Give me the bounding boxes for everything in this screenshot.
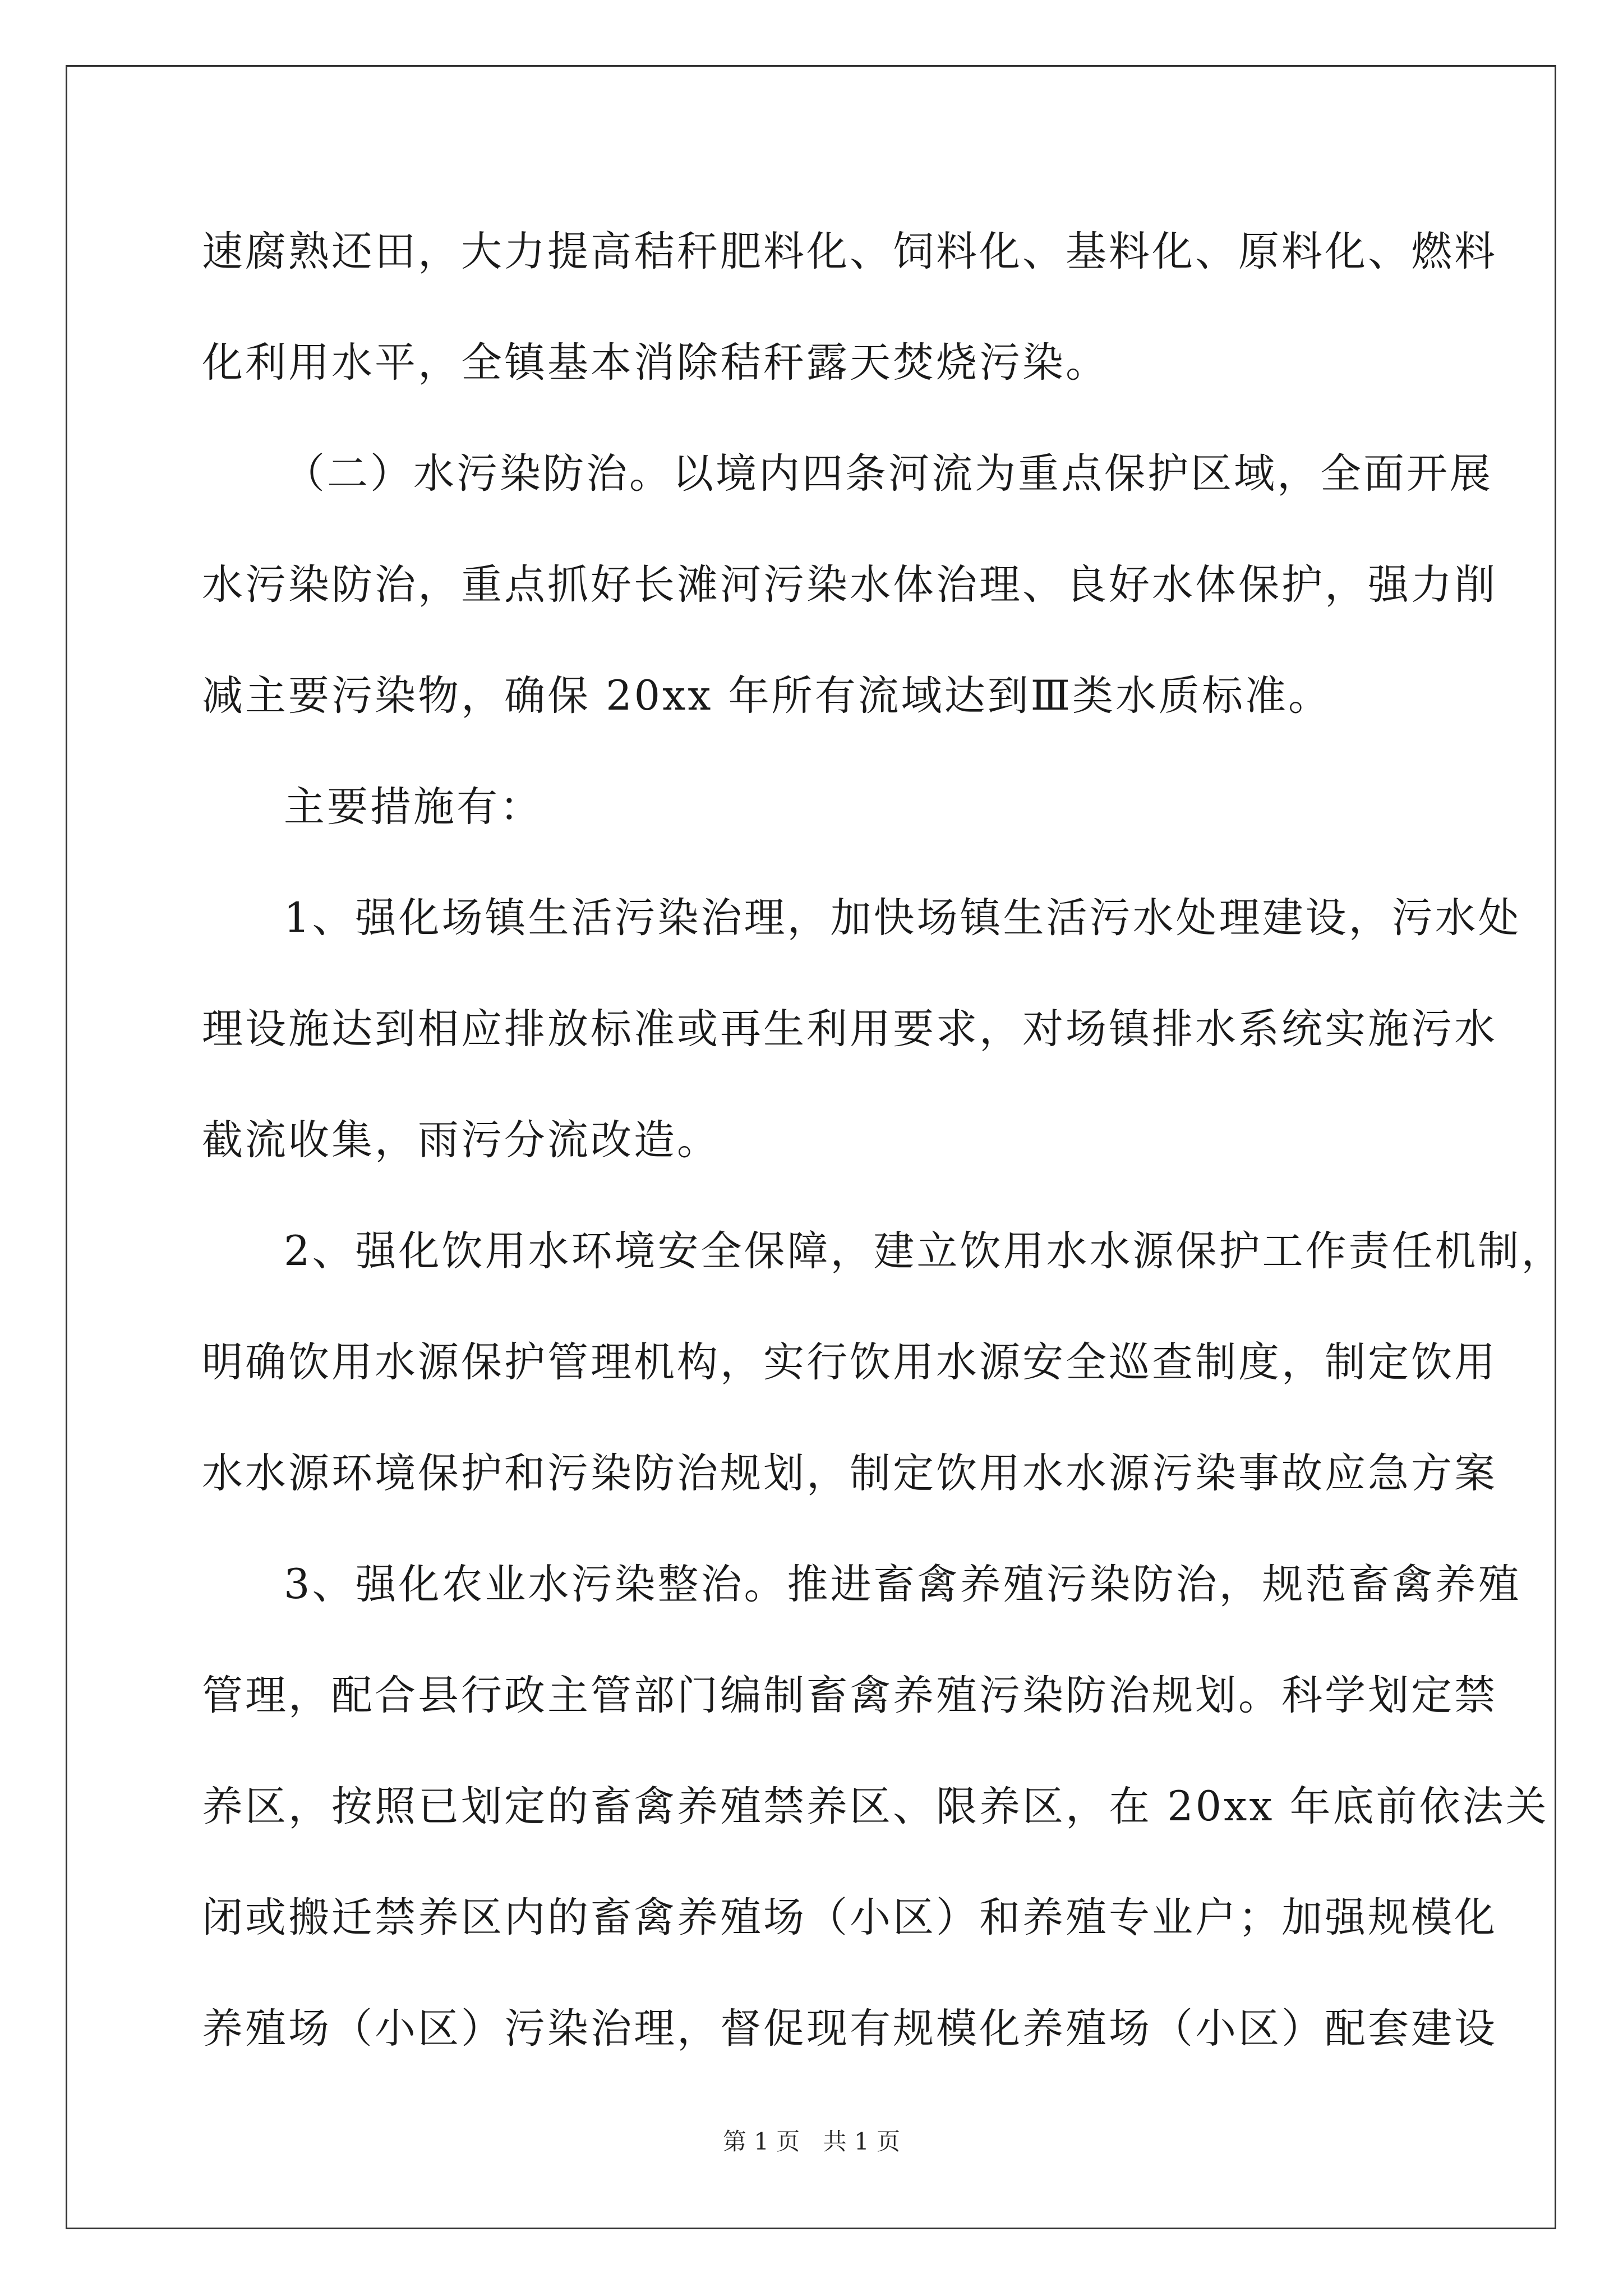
page-number: 第 1 页 xyxy=(722,2128,800,2155)
text-line: 水污染防治，重点抓好长滩河污染水体治理、良好水体保护，强力削 xyxy=(202,561,1497,609)
text-line: 闭或搬迁禁养区内的畜禽养殖场（小区）和养殖专业户；加强规模化 xyxy=(202,1894,1497,1941)
text-line: 1、强化场镇生活污染治理，加快场镇生活污水处理建设，污水处 xyxy=(284,894,1521,942)
page-footer xyxy=(0,2125,1623,2159)
page-total: 共 1 页 xyxy=(823,2128,901,2155)
text-line: 理设施达到相应排放标准或再生利用要求，对场镇排水系统实施污水 xyxy=(202,1005,1497,1053)
text-line: 速腐熟还田，大力提高秸秆肥料化、饲料化、基料化、原料化、燃料 xyxy=(202,228,1497,275)
text-line: 明确饮用水源保护管理机构，实行饮用水源安全巡查制度，制定饮用 xyxy=(202,1338,1497,1386)
text-line: 减主要污染物，确保 20xx 年所有流域达到Ⅲ类水质标准。 xyxy=(202,672,1332,720)
text-line: 养殖场（小区）污染治理，督促现有规模化养殖场（小区）配套建设 xyxy=(202,2005,1497,2053)
text-line: 3、强化农业水污染整治。推进畜禽养殖污染防治，规范畜禽养殖 xyxy=(284,1561,1521,1608)
text-line: 养区，按照已划定的畜禽养殖禁养区、限养区，在 20xx 年底前依法关 xyxy=(202,1783,1549,1830)
text-line: 主要措施有： xyxy=(284,783,543,831)
text-line: 管理，配合县行政主管部门编制畜禽养殖污染防治规划。科学划定禁 xyxy=(202,1672,1497,1719)
text-line: 化利用水平，全镇基本消除秸秆露天焚烧污染。 xyxy=(202,339,1109,386)
text-line: 水水源环境保护和污染防治规划，制定饮用水水源污染事故应急方案 xyxy=(202,1450,1497,1497)
text-line: 截流收集，雨污分流改造。 xyxy=(202,1116,720,1164)
text-line: 2、强化饮用水环境安全保障，建立饮用水水源保护工作责任机制， xyxy=(284,1227,1565,1275)
text-line: （二）水污染防治。以境内四条河流为重点保护区域，全面开展 xyxy=(284,450,1493,498)
